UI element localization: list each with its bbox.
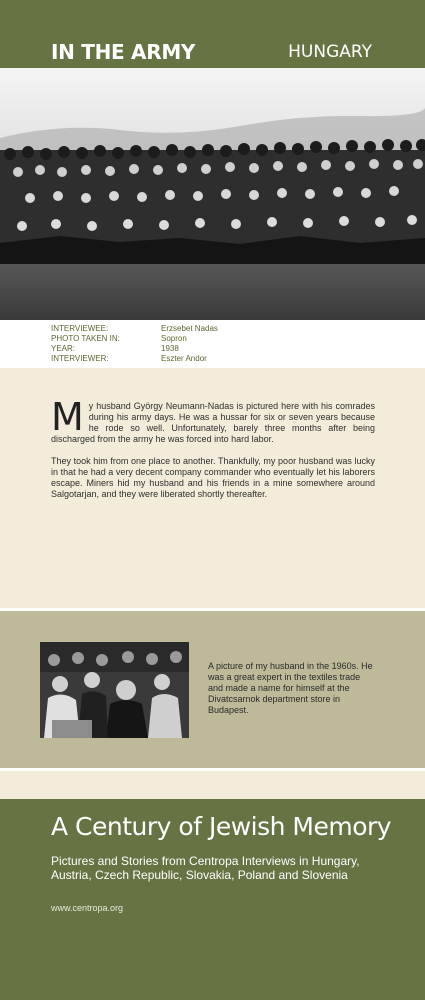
secondary-photo-section (0, 611, 425, 768)
spacer-band (0, 771, 425, 799)
story-paragraph-1-text: y husband György Neumann-Nadas is pictured here with his comrades during his army days. He was a hussar for six or seven years because he rode so well. Unfortunately, barely three months after being discharged from the army he was forced into hard labor. (51, 401, 375, 444)
soldiers-photo-image (0, 68, 425, 320)
story-paragraph-1 (51, 395, 375, 445)
story-paragraph-2: They took him from one place to another. Thankfully, my poor husband was lucky in that he had a very decent company commander who eventually let his laborers escape. Miners hid my husband and his friends in a mine somewhere around Salgotarjan, and they were liberated shortly thereafter. (51, 456, 375, 499)
meta-label: INTERVIEWEE: (51, 324, 109, 333)
meta-value: Eszter Andor (161, 354, 207, 363)
footer-subtitle: Pictures and Stories from Centropa Interviews in Hungary, Austria, Czech Republic, Slovakia, Poland and Slovenia (51, 854, 360, 882)
meta-value: Erzsebet Nadas (161, 324, 218, 333)
main-photo (0, 68, 425, 320)
page-title: IN THE ARMY (51, 40, 196, 64)
meta-label: INTERVIEWER: (51, 354, 109, 363)
footer-url[interactable]: www.centropa.org (51, 903, 124, 913)
secondary-photo (40, 642, 189, 738)
story-text (51, 395, 375, 511)
header-bar (0, 0, 425, 68)
husband-1960s-photo-image (40, 642, 189, 738)
photo-metadata (0, 320, 425, 368)
meta-value: 1938 (161, 344, 179, 353)
meta-value: Sopron (161, 334, 187, 343)
drop-cap: M (51, 395, 84, 439)
story-section (0, 368, 425, 608)
country-label: HUNGARY (288, 42, 372, 62)
meta-label: YEAR: (51, 344, 76, 353)
footer (0, 799, 425, 1000)
secondary-photo-caption: A picture of my husband in the 1960s. He was a great expert in the textiles trade and made a name for himself at the Divatcsarnok department store in Budapest. (208, 661, 373, 715)
footer-title: A Century of Jewish Memory (51, 812, 392, 841)
meta-label: PHOTO TAKEN IN: (51, 334, 120, 343)
